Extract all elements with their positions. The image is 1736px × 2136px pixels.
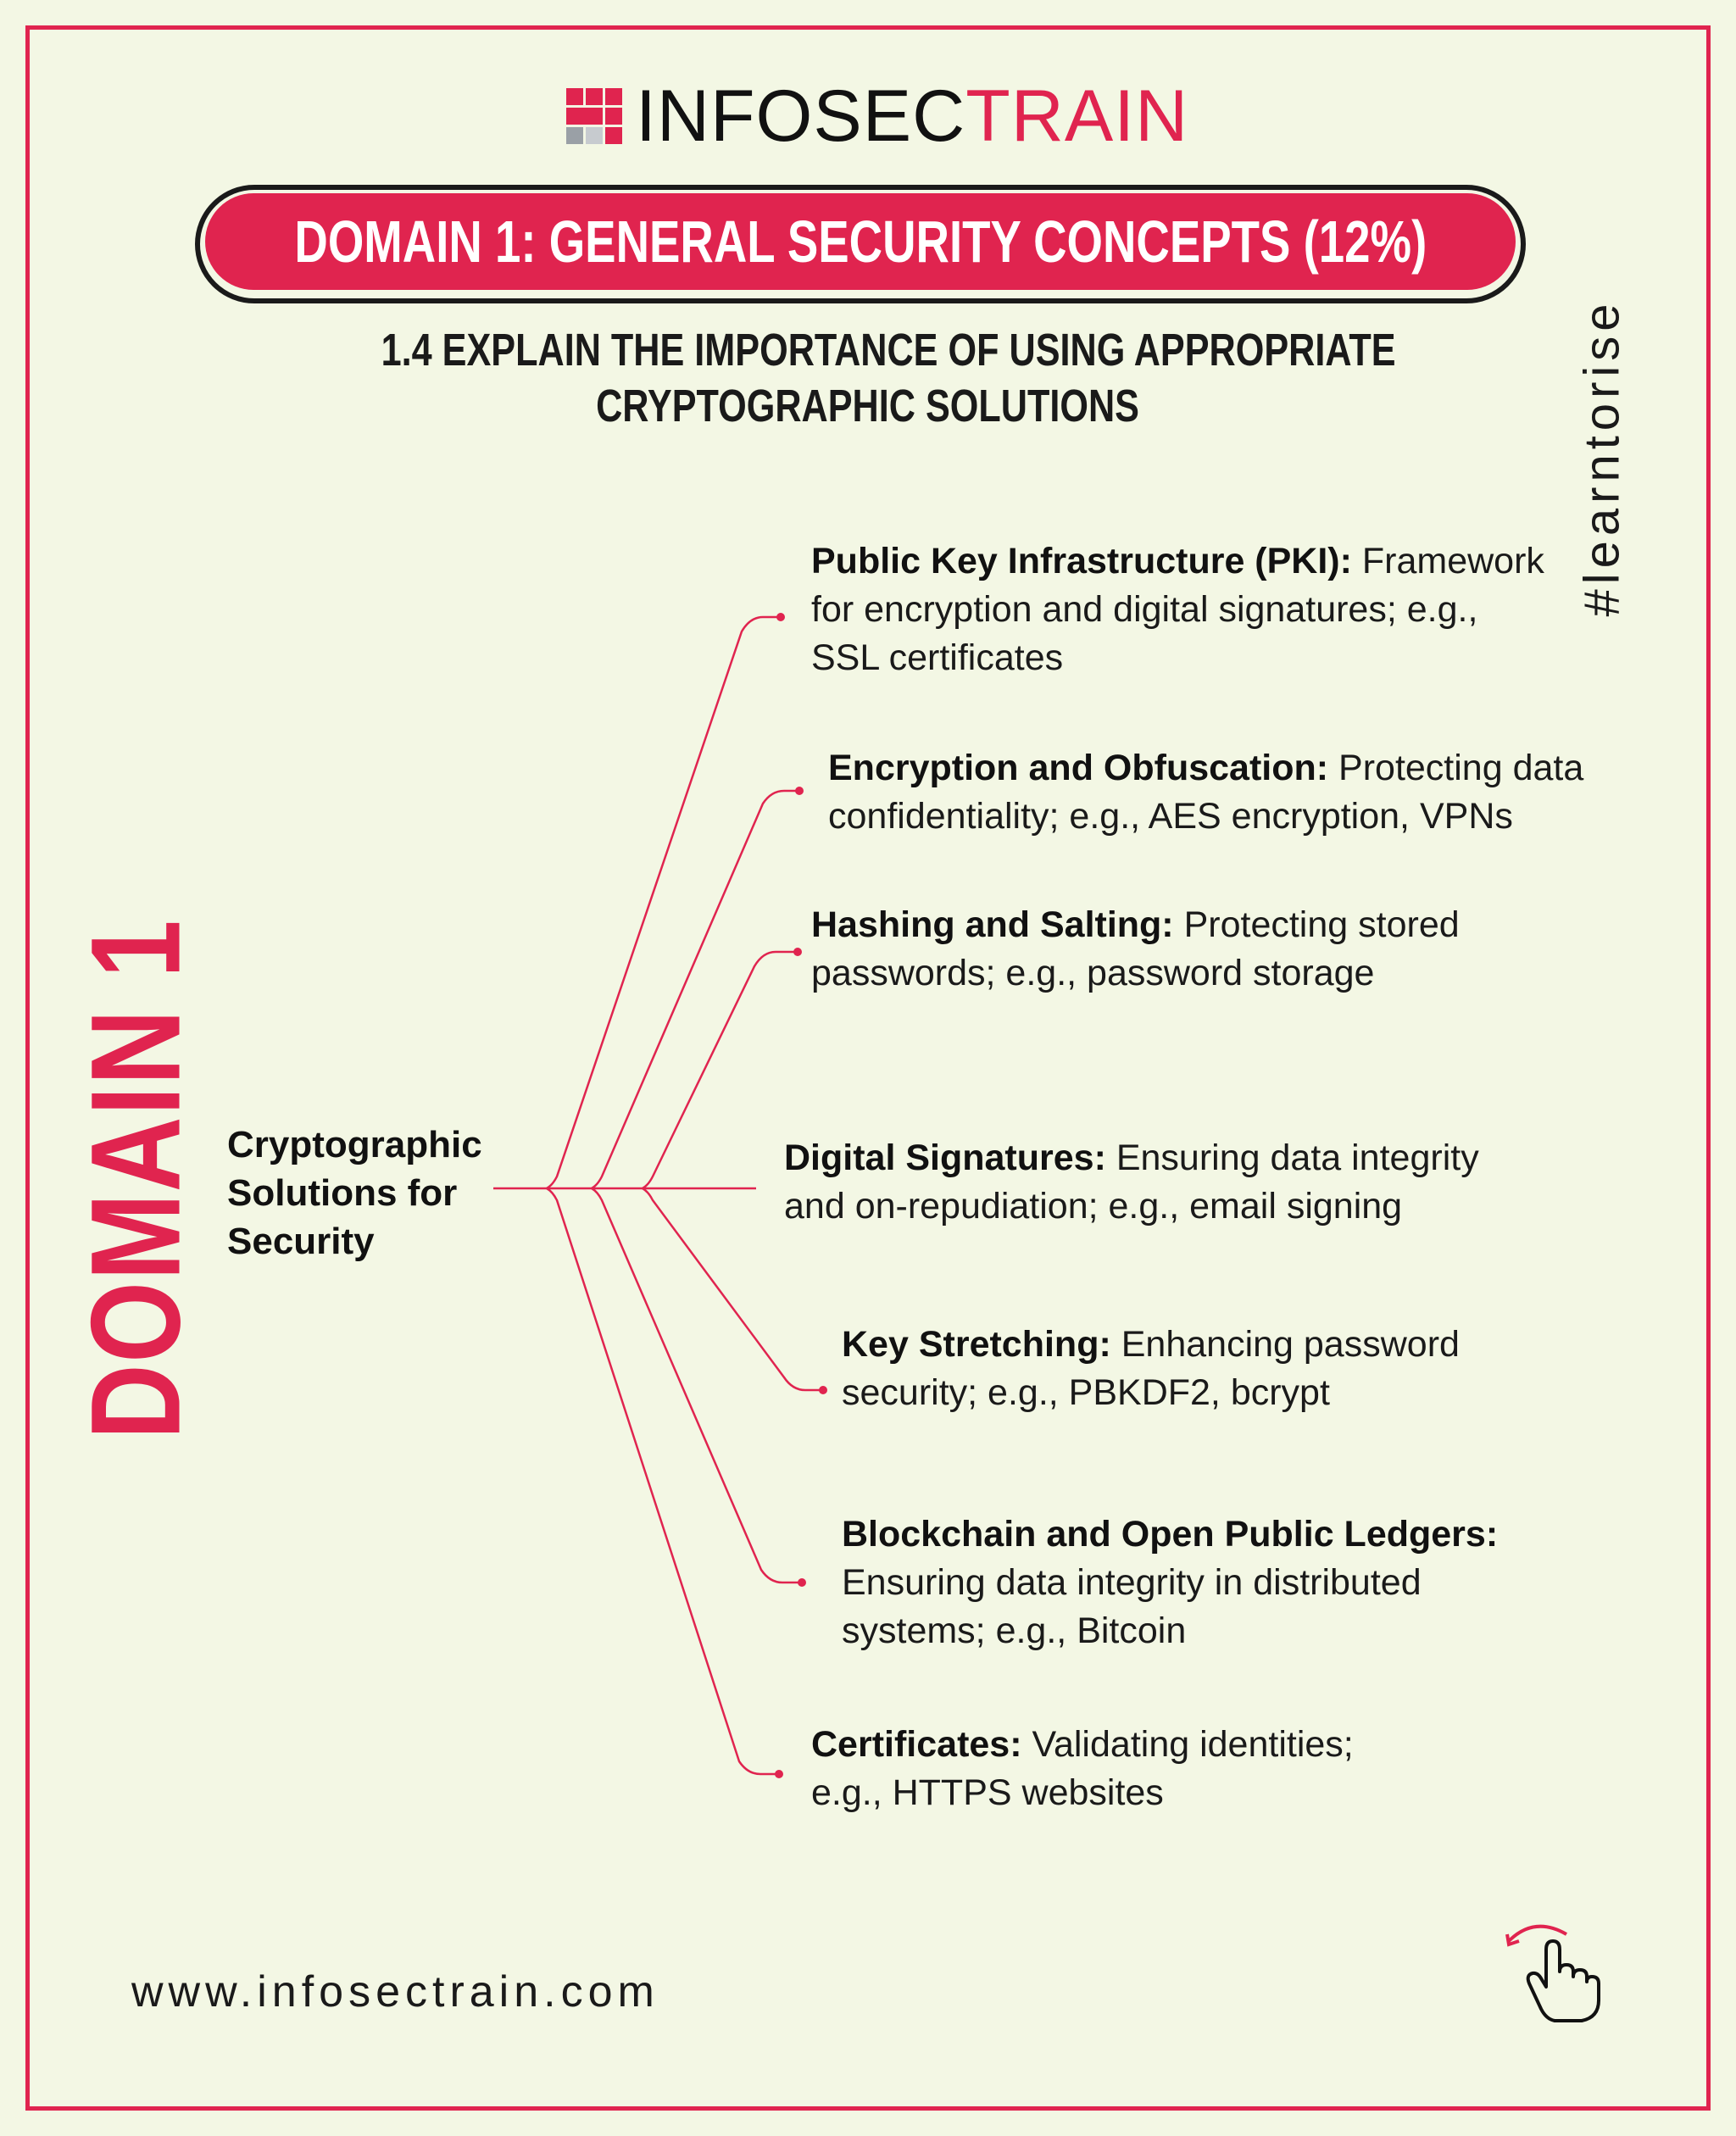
connector-blockchain	[592, 1188, 801, 1583]
item-term: Public Key Infrastructure (PKI):	[811, 541, 1352, 581]
item-desc: passwords; e.g., password storage	[811, 953, 1375, 993]
item-desc: Validating identities;	[1021, 1724, 1354, 1765]
item-desc: systems; e.g., Bitcoin	[842, 1610, 1187, 1651]
connector-dot-pki	[776, 613, 785, 621]
branch-item-pki	[811, 537, 1616, 682]
item-desc: confidentiality; e.g., AES encryption, VPNs	[828, 796, 1513, 837]
center-label-line3: Security	[227, 1221, 375, 1262]
item-term: Encryption and Obfuscation:	[828, 748, 1329, 788]
swipe-hand-icon	[1500, 1916, 1602, 2026]
connector-pki	[547, 617, 780, 1188]
connector-hashing	[643, 952, 797, 1188]
item-desc: Ensuring data integrity in distributed	[842, 1562, 1422, 1603]
item-desc: for encryption and digital signatures; e.g.,	[811, 589, 1478, 630]
domain-title: DOMAIN 1: GENERAL SECURITY CONCEPTS (12%)	[294, 209, 1427, 275]
item-term: Certificates:	[811, 1724, 1022, 1765]
connector-dot-certificates	[775, 1770, 783, 1778]
item-term: Digital Signatures:	[784, 1138, 1106, 1178]
item-term: Blockchain and Open Public Ledgers:	[842, 1514, 1499, 1555]
connector-dot-blockchain	[798, 1578, 806, 1587]
footer-website[interactable]: www.infosectrain.com	[131, 1967, 659, 2016]
center-label-line1: Cryptographic	[227, 1124, 482, 1165]
branch-item-encryption	[828, 744, 1633, 841]
connector-encryption	[592, 791, 798, 1188]
branch-item-digital-signatures	[784, 1134, 1615, 1231]
item-desc: Enhancing password	[1110, 1324, 1460, 1365]
connector-dot-encryption	[795, 787, 804, 795]
item-desc: Ensuring data integrity	[1105, 1138, 1479, 1178]
subtitle-line2: CRYPTOGRAPHIC SOLUTIONS	[596, 381, 1140, 431]
subtitle-line1: 1.4 EXPLAIN THE IMPORTANCE OF USING APPROPRIATE	[381, 325, 1396, 375]
hashtag-text: #learntorise	[1574, 298, 1630, 617]
item-term: Hashing and Salting:	[811, 904, 1174, 945]
brand-name-part2: TRAIN	[965, 75, 1189, 157]
branch-item-certificates	[811, 1721, 1616, 1817]
item-desc: e.g., HTTPS websites	[811, 1772, 1164, 1813]
item-desc: Protecting stored	[1173, 904, 1460, 945]
item-desc: and on-repudiation; e.g., email signing	[784, 1186, 1403, 1227]
connector-dot-hashing	[793, 948, 802, 956]
item-desc: Framework	[1351, 541, 1544, 581]
center-label-line2: Solutions for	[227, 1172, 458, 1214]
item-desc: security; e.g., PBKDF2, bcrypt	[842, 1372, 1330, 1413]
branch-item-hashing	[811, 901, 1616, 998]
item-term: Key Stretching:	[842, 1324, 1111, 1365]
connector-certificates	[547, 1188, 778, 1774]
item-desc: Protecting data	[1328, 748, 1584, 788]
branch-item-key-stretching	[842, 1321, 1622, 1417]
item-desc: SSL certificates	[811, 637, 1064, 678]
brand-name-part1: INFOSEC	[636, 75, 966, 157]
connector-dot-keystretch	[819, 1386, 827, 1394]
vertical-domain-text: DOMAIN 1	[64, 918, 207, 1440]
branch-item-blockchain	[842, 1510, 1622, 1655]
